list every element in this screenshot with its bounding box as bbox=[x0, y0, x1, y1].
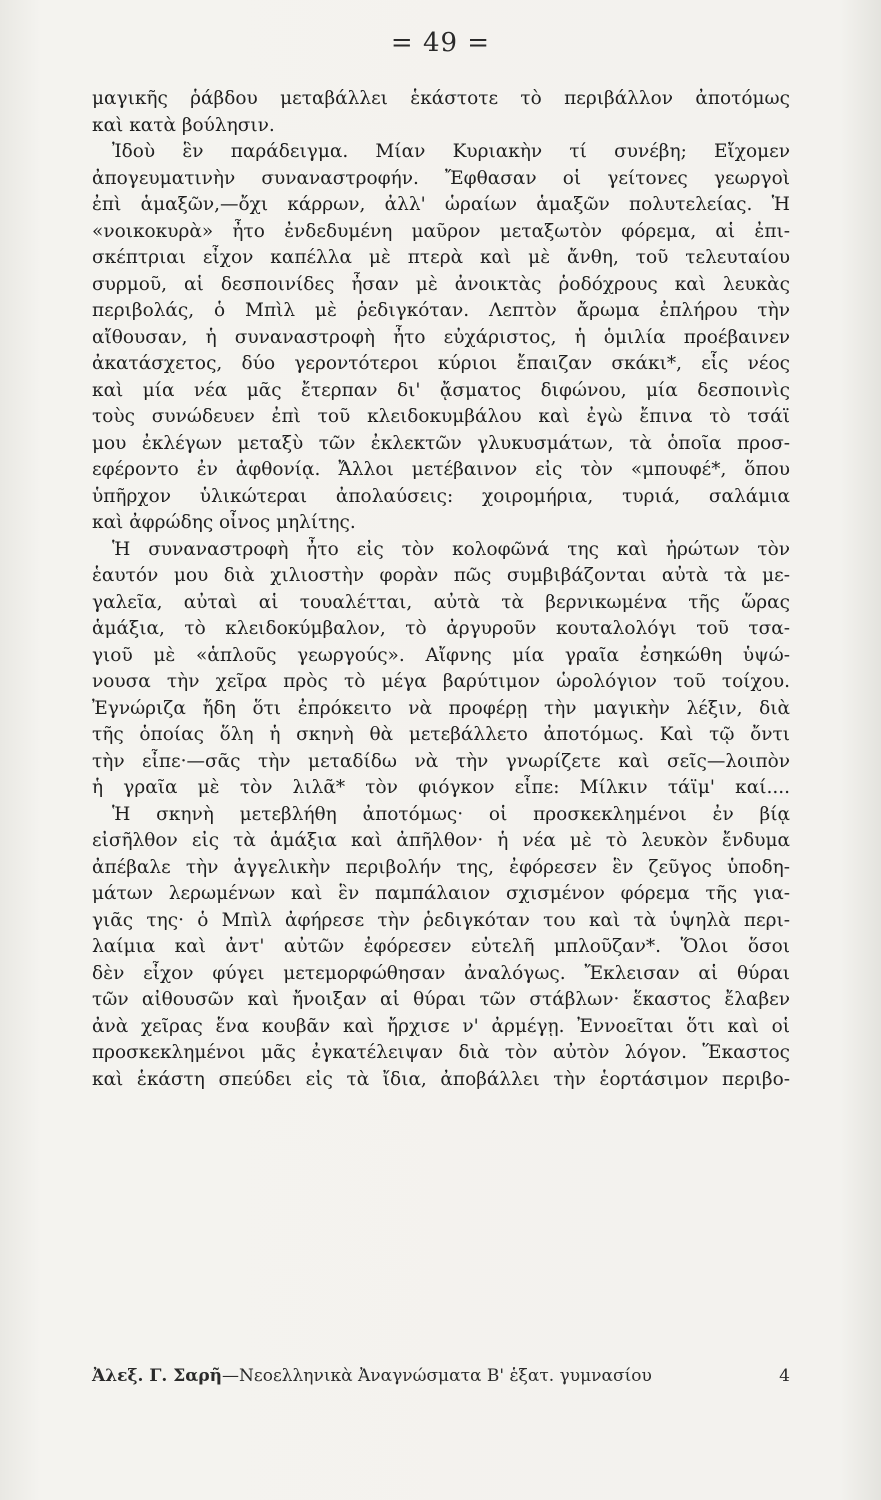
text-line: καὶ μία νέα μᾶς ἔτερπαν δι' ᾄσματος διφώνου, μία δεσποινὶς bbox=[92, 379, 790, 401]
text-line: αἴθουσαν, ἡ συναναστροφὴ ἦτο εὐχάριστος, ἡ ὁμιλία προέβαινεν bbox=[92, 326, 790, 348]
footer-author: Ἀλεξ. Γ. Σαρῆ bbox=[92, 1366, 223, 1386]
text-line: δὲν εἶχον φύγει μετεμορφώθησαν ἀναλόγως. Ἔκλεισαν αἱ θύραι bbox=[92, 962, 790, 984]
text-line: μου ἐκλέγων μεταξὺ τῶν ἐκλεκτῶν γλυκυσμάτων, τὰ ὁποῖα προσ- bbox=[92, 432, 790, 454]
footer-title: —Νεοελληνικὰ Ἀναγνώσματα Β' ἑξατ. γυμνασίου bbox=[222, 1366, 652, 1386]
text-line: σκέπτριαι εἶχον καπέλλα μὲ πτερὰ καὶ μὲ ἄνθη, τοῦ τελευταίου bbox=[92, 247, 790, 268]
text-line: γιοῦ μὲ «ἁπλοῦς γεωργούς». Αἴφνης μία γραῖα ἐσηκώθη ὑψώ- bbox=[92, 644, 790, 666]
footer-citation bbox=[92, 1363, 652, 1389]
text-line: εἰσῆλθον εἰς τὰ ἁμάξια καὶ ἀπῆλθον· ἡ νέα μὲ τὸ λευκὸν ἔνδυμα bbox=[92, 830, 790, 851]
text-line: ἁμάξια, τὸ κλειδοκύμβαλον, τὸ ἀργυροῦν κουταλολόγι τοῦ τσα- bbox=[92, 618, 790, 639]
text-line: γιᾶς της· ὁ Μπὶλ ἀφήρεσε τὴν ῥεδιγκόταν του καὶ τὰ ὑψηλὰ περι- bbox=[92, 909, 790, 931]
text-line: τὴν εἶπε·—σᾶς τὴν μεταδίδω νὰ τὴν γνωρίζετε καὶ σεῖς—λοιπὸν bbox=[92, 750, 790, 772]
text-line: γαλεῖα, αὐταὶ αἱ τουαλέτται, αὐτὰ τὰ βερνικωμένα τῆς ὥρας bbox=[92, 591, 790, 613]
page-number: = 49 = bbox=[390, 28, 491, 58]
text-line: καὶ ἑκάστη σπεύδει εἰς τὰ ἴδια, ἀποβάλλει τὴν ἑορτάσιμον περιβο- bbox=[92, 1068, 790, 1090]
text-line: περιβολάς, ὁ Μπὶλ μὲ ῥεδιγκόταν. Λεπτὸν ἄρωμα ἐπλήρου τὴν bbox=[92, 300, 790, 321]
text-line: καὶ ἀφρώδης οἶνος μηλίτης. bbox=[92, 512, 356, 533]
text-line: ἐπὶ ἁμαξῶν,—ὄχι κάρρων, ἀλλ' ὡραίων ἁμαξῶν πολυτελείας. Ἡ bbox=[92, 194, 790, 215]
text-line: εφέροντο ἐν ἀφθονίᾳ. Ἄλλοι μετέβαινον εἰς τὸν «μπουφέ*, ὅπου bbox=[92, 459, 790, 480]
text-line: τῆς ὁποίας ὅλη ἡ σκηνὴ θὰ μετεβάλλετο ἀποτόμως. Καὶ τῷ ὄντι bbox=[92, 724, 790, 745]
text-line: ὑπῆρχον ὑλικώτεραι ἀπολαύσεις: χοιρομήρια, τυριά, σαλάμια bbox=[92, 485, 790, 507]
text-line: συρμοῦ, αἱ δεσποινίδες ἦσαν μὲ ἀνοικτὰς ῥοδόχρους καὶ λευκὰς bbox=[92, 273, 790, 295]
text-line: ἀνὰ χεῖρας ἕνα κουβᾶν καὶ ἤρχισε ν' ἀρμέγῃ. Ἐννοεῖται ὅτι καὶ οἱ bbox=[92, 1015, 790, 1037]
text-line: Ἡ συναναστροφὴ ἦτο εἰς τὸν κολοφῶνά της καὶ ἠρώτων τὸν bbox=[112, 538, 790, 560]
text-line: Ἰδοὺ ἓν παράδειγμα. Μίαν Κυριακὴν τί συνέβη; Εἴχομεν bbox=[112, 141, 790, 162]
signature-mark: 4 bbox=[779, 1366, 790, 1386]
text-line: τῶν αἰθουσῶν καὶ ἤνοιξαν αἱ θύραι τῶν στάβλων· ἕκαστος ἔλαβεν bbox=[92, 989, 790, 1010]
text-line: ἡ γραῖα μὲ τὸν λιλᾶ* τὸν φιόγκον εἶπε: Μίλκιν τάϊμ' καί.... bbox=[92, 777, 790, 798]
text-line: λαίμια καὶ ἀντ' αὐτῶν ἐφόρεσεν εὐτελῆ μπλοῦζαν*. Ὅλοι ὅσοι bbox=[92, 936, 790, 957]
body-text bbox=[92, 86, 790, 1093]
text-line: νουσα τὴν χεῖρα πρὸς τὸ μέγα βαρύτιμον ὡρολόγιον τοῦ τοίχου. bbox=[92, 671, 790, 692]
text-line: ἀπέβαλε τὴν ἀγγελικὴν περιβολήν της, ἐφόρεσεν ἓν ζεῦγος ὑποδη- bbox=[92, 856, 790, 878]
text-line: μαγικῆς ῥάβδου μεταβάλλει ἑκάστοτε τὸ περιβάλλον ἀποτόμως bbox=[92, 88, 790, 109]
page-footer bbox=[92, 1363, 790, 1389]
text-line: καὶ κατὰ βούλησιν. bbox=[92, 114, 275, 136]
text-line: «νοικοκυρὰ» ἦτο ἐνδεδυμένη μαῦρον μεταξωτὸν φόρεμα, αἱ ἐπι- bbox=[92, 220, 790, 242]
text-line: τοὺς συνώδευεν ἐπὶ τοῦ κλειδοκυμβάλου καὶ ἐγὼ ἔπινα τὸ τσάϊ bbox=[92, 406, 790, 427]
text-line: μάτων λερωμένων καὶ ἓν παμπάλαιον σχισμένον φόρεμα τῆς για- bbox=[92, 883, 790, 904]
text-line: Ἐγνώριζα ἤδη ὅτι ἐπρόκειτο νὰ προφέρῃ τὴν μαγικὴν λέξιν, διὰ bbox=[92, 697, 790, 719]
text-line: προσκεκλημένοι μᾶς ἐγκατέλειψαν διὰ τὸν αὐτὸν λόγον. Ἕκαστος bbox=[92, 1042, 790, 1063]
text-line: ἀκατάσχετος, δύο γεροντότεροι κύριοι ἔπαιζαν σκάκι*, εἷς νέος bbox=[92, 353, 790, 374]
text-line: Ἡ σκηνὴ μετεβλήθη ἀποτόμως· οἱ προσκεκλημένοι ἐν βίᾳ bbox=[112, 803, 790, 825]
text-line: ἀπογευματινὴν συναναστροφήν. Ἔφθασαν οἱ γείτονες γεωργοὶ bbox=[92, 167, 790, 189]
text-line: ἑαυτόν μου διὰ χιλιοστὴν φορὰν πῶς συμβιβάζονται αὐτὰ τὰ με- bbox=[92, 565, 790, 586]
